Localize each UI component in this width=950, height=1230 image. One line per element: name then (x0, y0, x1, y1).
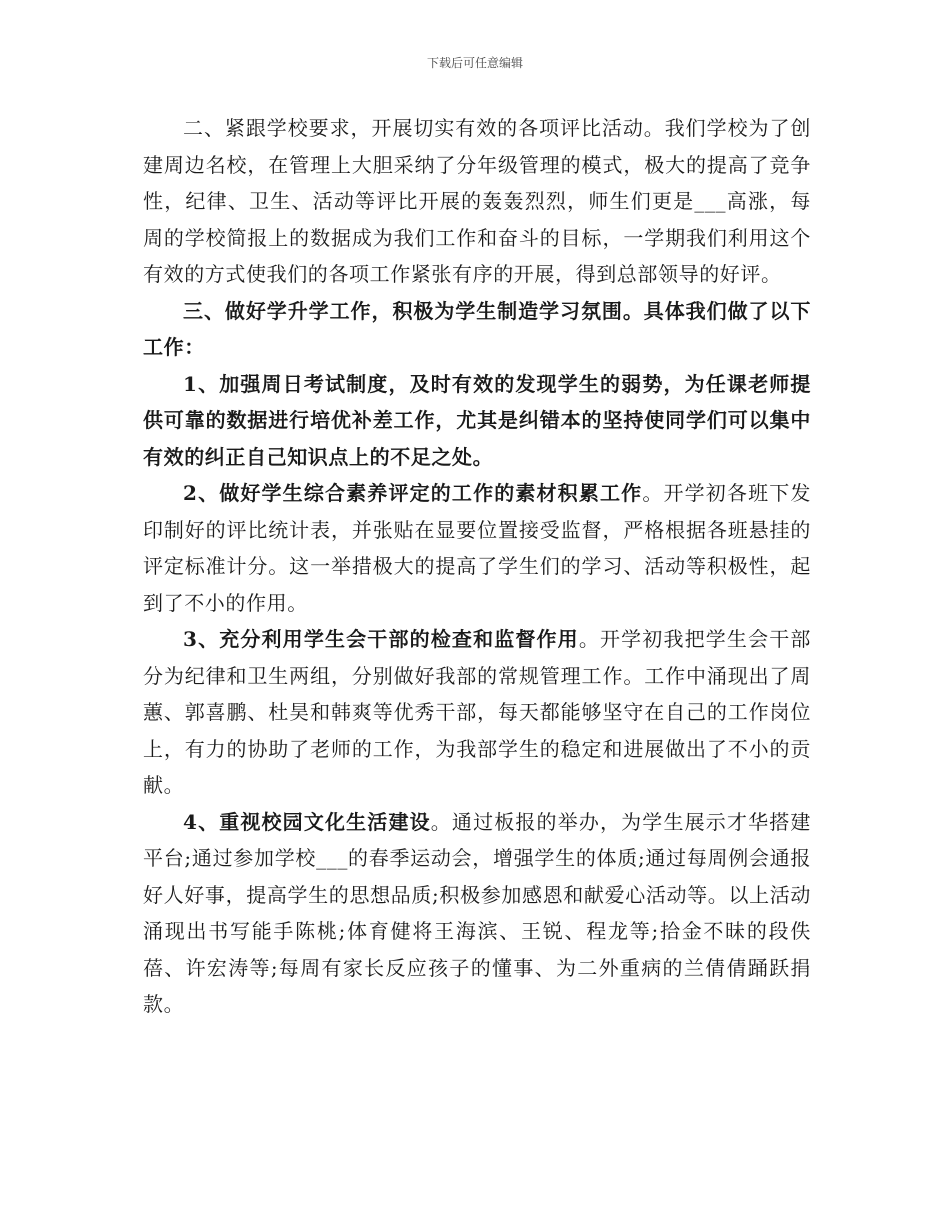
document-body (143, 110, 811, 1023)
paragraph-lead: 三、做好学升学工作，积极为学生制造学习氛围。具体我们做了以下工作： (143, 298, 811, 359)
paragraph-lead: 3、充分利用学生会干部的检查和监督作用 (183, 627, 579, 651)
paragraph-section-3 (143, 293, 811, 366)
paragraph-lead: 2、做好学生综合素养评定的工作的素材积累工作 (183, 481, 643, 505)
paragraph-item-3 (143, 621, 811, 804)
paragraph-lead: 4、重视校园文化生活建设 (183, 809, 431, 834)
paragraph-section-2 (143, 110, 811, 293)
paragraph-lead: 1、加强周日考试制度，及时有效的发现学生的弱势，为任课老师提供可靠的数据进行培优补差工作，尤其是纠错本的坚持使同学们可以集中有效的纠正自己知识点上的不足之处。 (143, 371, 811, 469)
paragraph-text: 二、紧跟学校要求，开展切实有效的各项评比活动。我们学校为了创建周边名校，在管理上大胆采纳了分年级管理的模式，极大的提高了竞争性，纪律、卫生、活动等评比开展的轰轰烈烈，师生们更是___高涨，每周的学校简报上的数据成为我们工作和奋斗的目标，一学期我们利用这个有效的方式使我们的各项工作紧张有序的开展，得到总部领导的好评。 (143, 116, 811, 286)
page-header: 下载后可任意编辑 (426, 56, 523, 70)
paragraph-item-1 (143, 366, 811, 476)
paragraph-item-4 (143, 804, 811, 1023)
paragraph-text: 。开学初我把学生会干部分为纪律和卫生两组，分别做好我部的常规管理工作。工作中涌现出了周蕙、郭喜鹏、杜昊和韩爽等优秀干部，每天都能够坚守在自己的工作岗位上，有力的协助了老师的工作，为我部学生的稳定和进展做出了不小的贡献。 (143, 627, 811, 797)
paragraph-item-2 (143, 475, 811, 621)
paragraph-text: 。开学初各班下发印制好的评比统计表，并张贴在显要位置接受监督，严格根据各班悬挂的评定标准计分。这一举措极大的提高了学生们的学习、活动等积极性，起到了不小的作用。 (143, 481, 811, 615)
paragraph-text: 。通过板报的举办，为学生展示才华搭建平台;通过参加学校___的春季运动会，增强学生的体质;通过每周例会通报好人好事，提高学生的思想品质;积极参加感恩和献爱心活动等。以上活动涌现出书写能手陈桃;体育健将王海滨、王锐、程龙等;拾金不昧的段佚蓓、许宏涛等;每周有家长反应孩子的懂事、为二外重病的兰倩倩踊跃捐款。 (143, 809, 811, 1016)
